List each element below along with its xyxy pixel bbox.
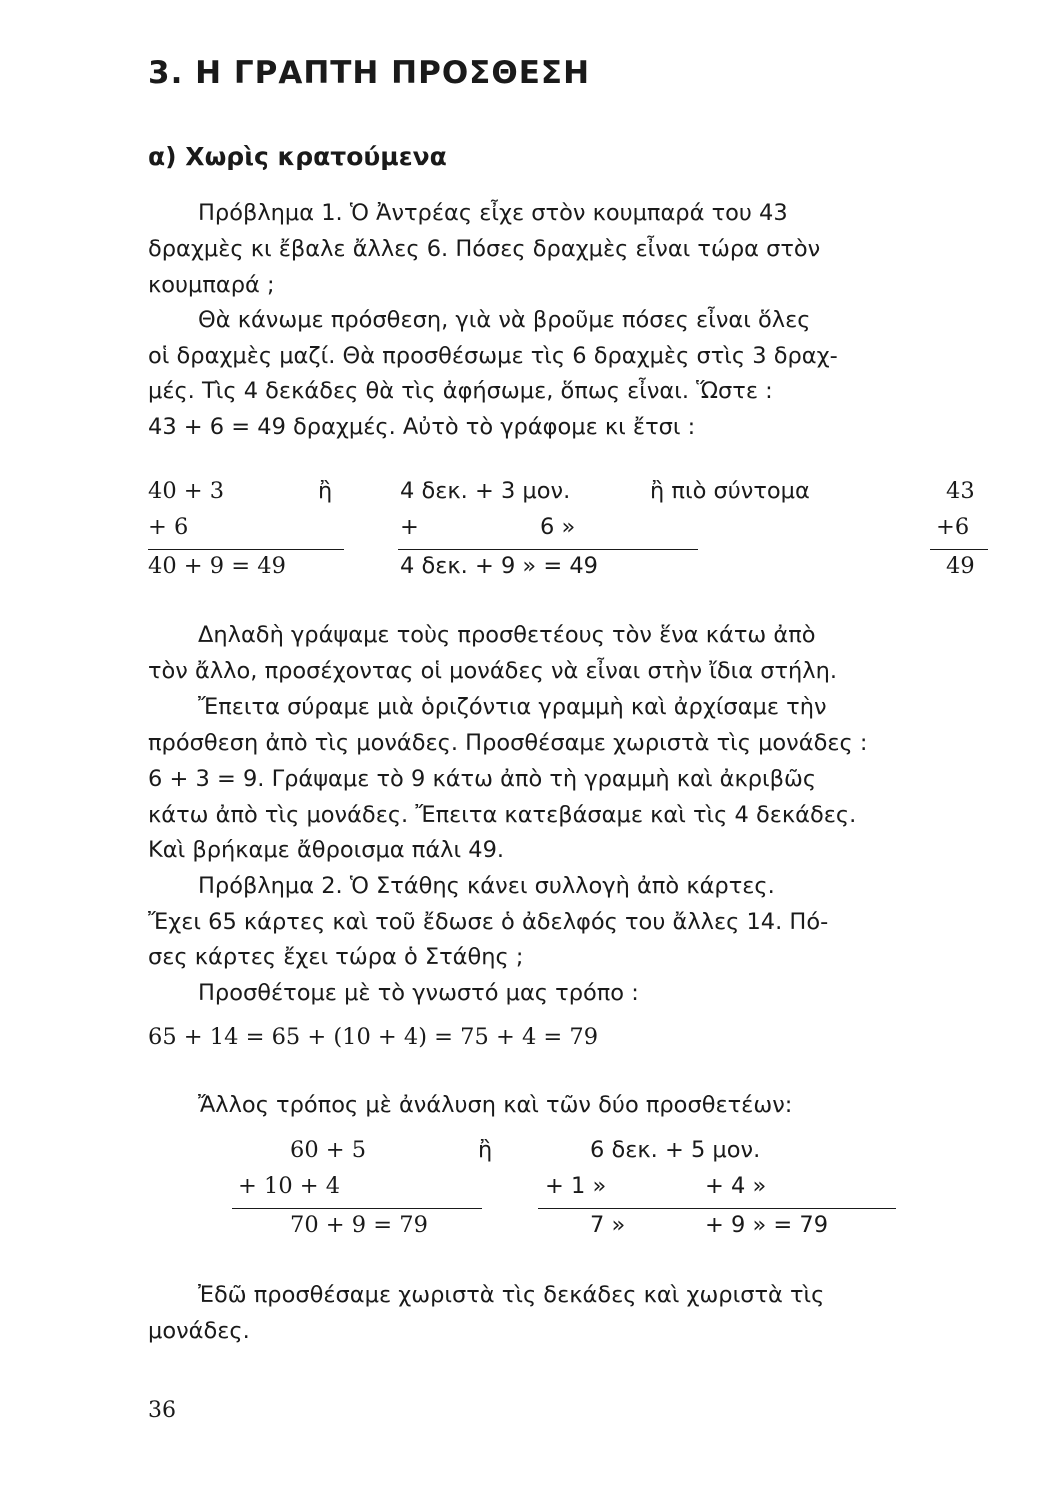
text-line: Πρόβλημα 2. Ὁ Στάθης κάνει συλλογὴ ἀπὸ κάρτες. — [198, 873, 775, 899]
addition-row: 4 δεκ. + 3 μον. — [400, 478, 571, 504]
text-line: Ἔχει 65 κάρτες καὶ τοῦ ἔδωσε ὁ ἀδελφός του ἄλλες 14. Πό- — [148, 909, 829, 935]
text-line: κάτω ἀπὸ τὶς μονάδες. Ἔπειτα κατεβάσαμε καὶ τὶς 4 δεκάδες. — [148, 802, 857, 828]
addition-row: 6 » — [540, 514, 576, 540]
or-word: ἢ — [478, 1137, 493, 1163]
sum-line — [148, 549, 344, 550]
text-line: 43 + 6 = 49 δραχμές. Αὐτὸ τὸ γράφομε κι ἔτσι : — [148, 414, 696, 440]
text-line: μές. Τὶς 4 δεκάδες θὰ τὶς ἀφήσωμε, ὅπως εἶναι. Ὥστε : — [148, 378, 773, 404]
sum-line — [538, 1208, 896, 1209]
equation-line: 65 + 14 = 65 + (10 + 4) = 75 + 4 = 79 — [148, 1024, 599, 1050]
sum-line — [930, 549, 988, 550]
text-line: σες κάρτες ἔχει τώρα ὁ Στάθης ; — [148, 944, 524, 970]
sum-line — [232, 1208, 482, 1209]
addition-row: + 4 » — [705, 1173, 767, 1199]
addition-row: 43 — [946, 478, 975, 504]
text-line: 6 + 3 = 9. Γράψαμε τὸ 9 κάτω ἀπὸ τὴ γραμμὴ καὶ ἀκριβῶς — [148, 766, 817, 792]
addition-result: 4 δεκ. + 9 » = 49 — [400, 553, 598, 579]
text-line: πρόσθεση ἀπὸ τὶς μονάδες. Προσθέσαμε χωριστὰ τὶς μονάδες : — [148, 730, 868, 756]
text-line: κουμπαρά ; — [148, 272, 275, 298]
chapter-heading: 3. Η ΓΡΑΠΤΗ ΠΡΟΣΘΕΣΗ — [148, 55, 591, 91]
page-number: 36 — [148, 1398, 176, 1423]
text-line: Ἔπειτα σύραμε μιὰ ὁριζόντια γραμμὴ καὶ ἀρχίσαμε τὴν — [198, 694, 827, 720]
addition-result: + 9 » = 79 — [705, 1212, 829, 1238]
section-subheading: α) Χωρὶς κρατούμενα — [148, 142, 447, 171]
addition-row: 6 δεκ. + 5 μον. — [590, 1137, 761, 1163]
addition-row: 60 + 5 — [290, 1137, 367, 1163]
addition-row: +6 — [936, 514, 970, 540]
addition-result: 49 — [946, 553, 975, 579]
text-line: Ἐδῶ προσθέσαμε χωριστὰ τὶς δεκάδες καὶ χωριστὰ τὶς — [198, 1282, 825, 1308]
addition-row: + 1 » — [545, 1173, 607, 1199]
text-line: Πρόβλημα 1. Ὁ Ἀντρέας εἶχε στὸν κουμπαρά του 43 — [198, 200, 788, 226]
addition-row: 40 + 3 — [148, 478, 225, 504]
text-line: Καὶ βρήκαμε ἄθροισμα πάλι 49. — [148, 837, 505, 863]
addition-result: 70 + 9 = 79 — [290, 1212, 428, 1238]
text-line: Θὰ κάνωμε πρόσθεση, γιὰ νὰ βροῦμε πόσες εἶναι ὅλες — [198, 307, 811, 333]
or-word: ἢ — [318, 478, 333, 504]
text-line: Ἄλλος τρόπος μὲ ἀνάλυση καὶ τῶν δύο προσθετέων: — [198, 1092, 793, 1118]
text-line: Δηλαδὴ γράψαμε τοὺς προσθετέους τὸν ἕνα κάτω ἀπὸ — [198, 622, 816, 648]
text-line: Προσθέτομε μὲ τὸ γνωστό μας τρόπο : — [198, 980, 639, 1006]
or-shorter-phrase: ἢ πιὸ σύντομα — [650, 478, 810, 504]
text-line: τὸν ἄλλο, προσέχοντας οἱ μονάδες νὰ εἶναι στὴν ἴδια στήλη. — [148, 658, 837, 684]
text-line: δραχμὲς κι ἔβαλε ἄλλες 6. Πόσες δραχμὲς εἶναι τώρα στὸν — [148, 236, 821, 262]
addition-result: 7 » — [590, 1212, 626, 1238]
addition-row: + 10 + 4 — [238, 1173, 341, 1199]
addition-row: + 6 — [148, 514, 189, 540]
addition-result: 40 + 9 = 49 — [148, 553, 286, 579]
text-line: μονάδες. — [148, 1318, 250, 1344]
text-line: οἱ δραχμὲς μαζί. Θὰ προσθέσωμε τὶς 6 δραχμὲς στὶς 3 δραχ- — [148, 343, 838, 369]
plus-sign: + — [400, 514, 419, 540]
sum-line — [398, 549, 698, 550]
